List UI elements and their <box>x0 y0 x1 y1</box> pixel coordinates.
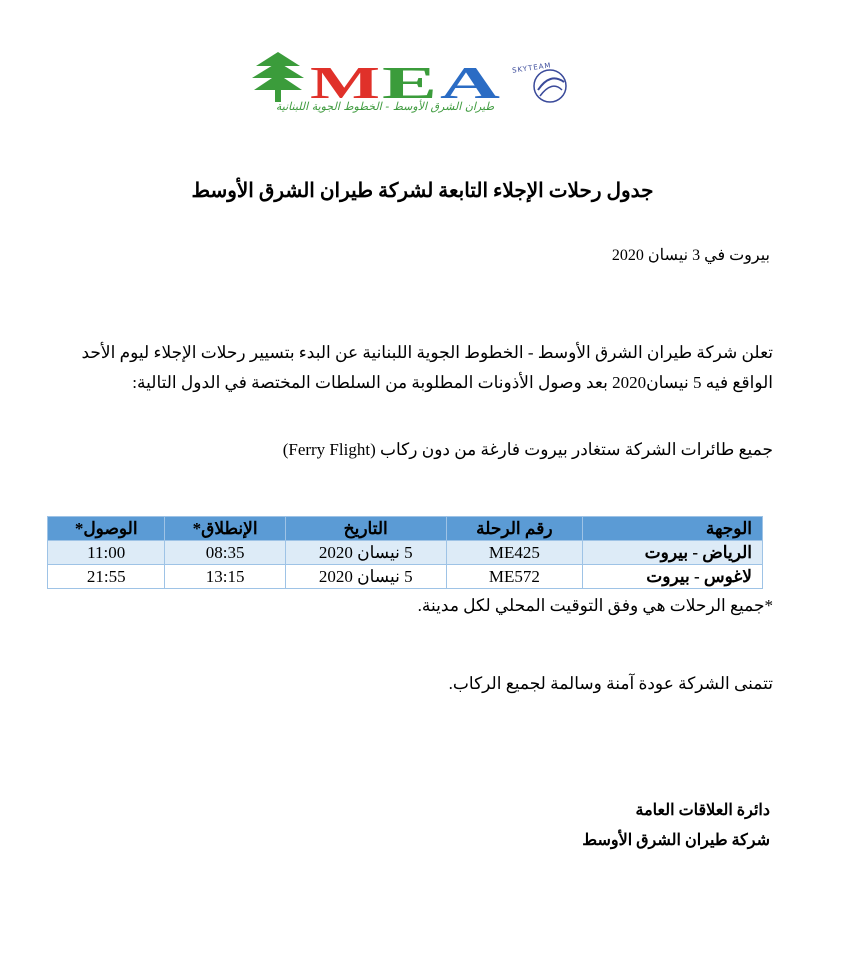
announcement-paragraph <box>73 338 773 398</box>
signature-company: شركة طيران الشرق الأوسط <box>582 832 770 849</box>
cell-arrival: 21:55 <box>48 565 165 589</box>
table-header-row <box>48 517 763 541</box>
logo-letter-e: E <box>382 57 437 108</box>
cell-destination: لاغوس - بيروت <box>583 565 763 589</box>
table-row <box>48 541 763 565</box>
logo-letter-a: A <box>440 57 500 108</box>
paragraph-line-2: الواقع فيه 5 نيسان2020 بعد وصول الأذونات المطلوبة من السلطات المختصة في الدول التالية: <box>132 373 773 392</box>
header-departure: الإنطلاق* <box>165 517 285 541</box>
signature-department: دائرة العلاقات العامة <box>635 802 770 819</box>
cell-departure: 13:15 <box>165 565 285 589</box>
header-arrival: الوصول* <box>48 517 165 541</box>
paragraph-line-1: تعلن شركة طيران الشرق الأوسط - الخطوط الجوية اللبنانية عن البدء بتسيير رحلات الإجلاء ليوم الأحد <box>81 343 773 362</box>
cell-date: 5 نيسان 2020 <box>285 541 446 565</box>
cell-departure: 08:35 <box>165 541 285 565</box>
page-title: جدول رحلات الإجلاء التابعة لشركة طيران الشرق الأوسط <box>191 180 654 202</box>
cell-arrival: 11:00 <box>48 541 165 565</box>
flights-table <box>47 516 763 589</box>
cell-flight-number: ME425 <box>446 541 583 565</box>
table-row <box>48 565 763 589</box>
skyteam-label: SKYTEAM <box>511 61 552 75</box>
place-date: بيروت في 3 نيسان 2020 <box>611 247 770 264</box>
cell-flight-number: ME572 <box>446 565 583 589</box>
cell-destination: الرياض - بيروت <box>583 541 763 565</box>
local-time-footnote: *جميع الرحلات هي وفق التوقيت المحلي لكل مدينة. <box>417 596 773 615</box>
skyteam-icon <box>534 70 566 102</box>
header-date: التاريخ <box>285 517 446 541</box>
ferry-flight-note: جميع طائرات الشركة ستغادر بيروت فارغة من دون ركاب (Ferry Flight) <box>282 440 773 459</box>
cedar-icon <box>252 52 304 102</box>
logo-letter-m: M <box>310 57 380 108</box>
header-flight-number: رقم الرحلة <box>446 517 583 541</box>
mea-logo <box>250 50 580 125</box>
header-destination: الوجهة <box>583 517 763 541</box>
closing-wish: تتمنى الشركة عودة آمنة وسالمة لجميع الركاب. <box>448 674 773 693</box>
cell-date: 5 نيسان 2020 <box>285 565 446 589</box>
logo-arabic-subtitle: طيران الشرق الأوسط - الخطوط الجوية اللبنانية <box>275 100 495 113</box>
